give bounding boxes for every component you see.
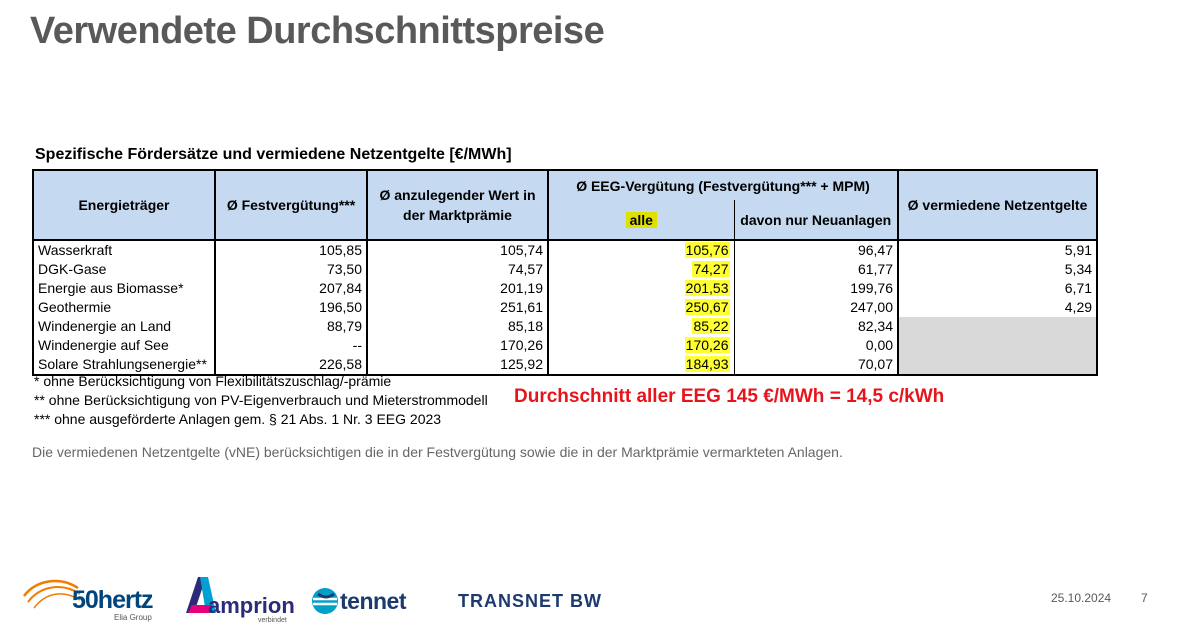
highlighted-value: 85,22 <box>693 318 729 334</box>
table-body <box>33 240 1097 375</box>
cell-energietraeger: Geothermie <box>33 298 215 317</box>
highlighted-value: 170,26 <box>685 337 729 353</box>
table-row <box>33 260 1097 279</box>
footnote-3: *** ohne ausgeförderte Anlagen gem. § 21 Abs. 1 Nr. 3 EEG 2023 <box>34 411 442 427</box>
page-title: Verwendete Durchschnittspreise <box>30 10 605 52</box>
tennet-wordmark: tennet <box>340 588 406 614</box>
cell-anzulegender-wert: 105,74 <box>367 240 548 260</box>
cell-festverguetung: 196,50 <box>215 298 367 317</box>
prices-table <box>32 169 1098 376</box>
page-number: 7 <box>1141 591 1148 605</box>
table-row <box>33 279 1097 298</box>
cell-festverguetung: 88,79 <box>215 317 367 336</box>
cell-vermiedene: 6,71 <box>898 279 1097 298</box>
average-note: Durchschnitt aller EEG 145 €/MWh = 14,5 c/kWh <box>514 386 945 407</box>
table-header <box>33 170 1097 240</box>
highlighted-value: 105,76 <box>685 242 729 258</box>
table-row <box>33 298 1097 317</box>
cell-anzulegender-wert: 251,61 <box>367 298 548 317</box>
amprion-subline: verbindet <box>258 617 287 624</box>
cell-festverguetung: 73,50 <box>215 260 367 279</box>
table-row <box>33 355 1097 375</box>
header-alle-label: alle <box>626 212 657 228</box>
cell-alle <box>548 240 734 260</box>
footnote-2: ** ohne Berücksichtigung von PV-Eigenverbrauch und Mieterstrommodell <box>34 392 488 408</box>
cell-festverguetung: 226,58 <box>215 355 367 375</box>
header-anzulegender-wert: Ø anzulegender Wert in der Marktprämie <box>367 170 548 240</box>
cell-energietraeger: Energie aus Biomasse* <box>33 279 215 298</box>
cell-anzulegender-wert: 125,92 <box>367 355 548 375</box>
highlighted-value: 184,93 <box>685 356 729 372</box>
cell-anzulegender-wert: 170,26 <box>367 336 548 355</box>
cell-energietraeger: DGK-Gase <box>33 260 215 279</box>
cell-anzulegender-wert: 201,19 <box>367 279 548 298</box>
table-row <box>33 336 1097 355</box>
logo-50hertz <box>22 572 157 624</box>
cell-festverguetung: 207,84 <box>215 279 367 298</box>
highlighted-value: 74,27 <box>693 261 729 277</box>
cell-festverguetung: -- <box>215 336 367 355</box>
cell-alle <box>548 260 734 279</box>
50hertz-wordmark: 50hertz <box>72 586 153 614</box>
table-row <box>33 240 1097 260</box>
cell-festverguetung: 105,85 <box>215 240 367 260</box>
header-vermiedene: Ø vermiedene Netzentgelte <box>898 170 1097 240</box>
tennet-globe-icon <box>310 586 340 616</box>
cell-alle <box>548 317 734 336</box>
header-alle <box>548 200 734 240</box>
cell-alle <box>548 355 734 375</box>
logo-transnet <box>458 591 603 615</box>
cell-energietraeger: Windenergie auf See <box>33 336 215 355</box>
cell-anzulegender-wert: 85,18 <box>367 317 548 336</box>
cell-neuanlagen: 0,00 <box>734 336 898 355</box>
cell-energietraeger: Wasserkraft <box>33 240 215 260</box>
cell-alle <box>548 279 734 298</box>
cell-energietraeger: Windenergie an Land <box>33 317 215 336</box>
cell-neuanlagen: 61,77 <box>734 260 898 279</box>
header-energietraeger: Energieträger <box>33 170 215 240</box>
cell-vermiedene: 5,91 <box>898 240 1097 260</box>
footnote-1: * ohne Berücksichtigung von Flexibilitätszuschlag/-prämie <box>34 373 392 389</box>
slide-date: 25.10.2024 <box>1051 591 1112 605</box>
logo-amprion <box>180 575 295 627</box>
cell-alle <box>548 298 734 317</box>
transnet-wordmark: TRANSNET BW <box>458 591 602 611</box>
amprion-wordmark: amprion <box>208 593 295 618</box>
header-eeg-verguetung: Ø EEG-Vergütung (Festvergütung*** + MPM) <box>548 170 898 200</box>
cell-anzulegender-wert: 74,57 <box>367 260 548 279</box>
cell-vermiedene <box>898 317 1097 336</box>
cell-neuanlagen: 247,00 <box>734 298 898 317</box>
cell-neuanlagen: 96,47 <box>734 240 898 260</box>
highlighted-value: 250,67 <box>685 299 729 315</box>
cell-neuanlagen: 70,07 <box>734 355 898 375</box>
cell-vermiedene: 4,29 <box>898 298 1097 317</box>
cell-vermiedene: 5,34 <box>898 260 1097 279</box>
cell-energietraeger: Solare Strahlungsenergie** <box>33 355 215 375</box>
cell-vermiedene <box>898 355 1097 375</box>
table-title: Spezifische Fördersätze und vermiedene Netzentgelte [€/MWh] <box>35 146 512 163</box>
cell-neuanlagen: 199,76 <box>734 279 898 298</box>
vne-note: Die vermiedenen Netzentgelte (vNE) berücksichtigen die in der Festvergütung sowie die in der Marktprämie vermarkteten Anlagen. <box>32 444 843 460</box>
logo-tennet <box>310 586 430 618</box>
header-festverguetung: Ø Festvergütung*** <box>215 170 367 240</box>
cell-vermiedene <box>898 336 1097 355</box>
highlighted-value: 201,53 <box>685 280 729 296</box>
cell-alle <box>548 336 734 355</box>
table-row <box>33 317 1097 336</box>
50hertz-subline: Elia Group <box>114 613 152 622</box>
header-neuanlagen: davon nur Neuanlagen <box>734 200 898 240</box>
cell-neuanlagen: 82,34 <box>734 317 898 336</box>
